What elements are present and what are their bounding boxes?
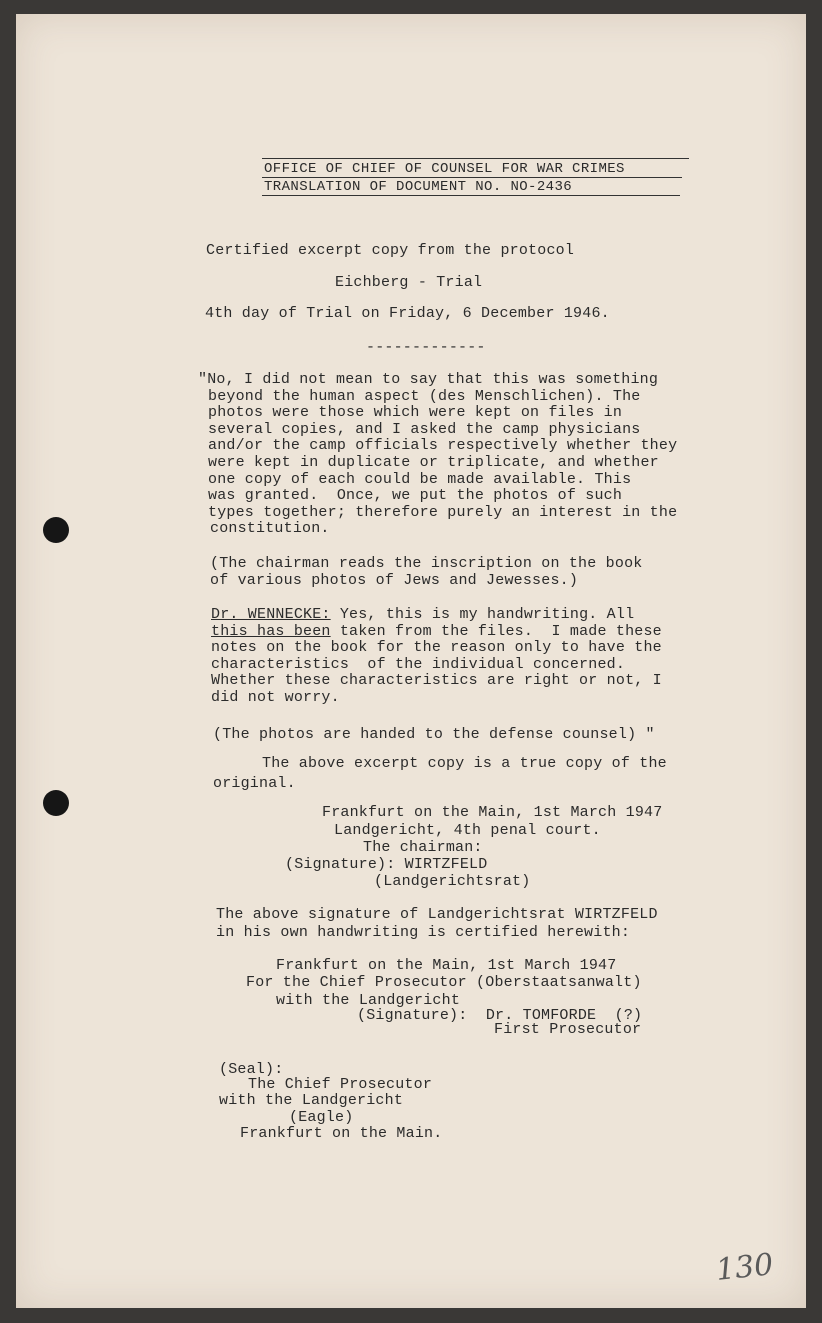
header-line-1: OFFICE OF CHIEF OF COUNSEL FOR WAR CRIMES — [264, 161, 625, 177]
title-line-2: Eichberg - Trial — [335, 274, 483, 291]
text-line: of various photos of Jews and Jewesses.) — [210, 571, 579, 589]
text-line: and/or the camp officials respectively whether they — [208, 437, 678, 455]
text-line: beyond the human aspect (des Menschlichen). The — [208, 387, 641, 405]
paragraph-testimony — [198, 372, 677, 538]
cert2-title: First Prosecutor — [494, 1021, 642, 1038]
cert1-court: Landgericht, 4th penal court. — [334, 822, 601, 839]
cert2-court: with the Landgericht — [276, 992, 461, 1009]
cert2-signature: (Signature): Dr. TOMFORDE (?) — [357, 1007, 643, 1024]
separator: ------------- — [366, 339, 486, 356]
text-line: types together; therefore purely an interest in the — [208, 503, 678, 521]
seal-line-3: with the Landgericht — [219, 1092, 404, 1109]
paragraph-photos-handed: (The photos are handed to the defense counsel) " — [213, 726, 655, 743]
seal-label: (Seal): — [219, 1061, 284, 1078]
header-rule-top — [262, 158, 689, 159]
signature-certification-line-2: in his own handwriting is certified herewith: — [216, 924, 631, 941]
certification-line-2: original. — [213, 775, 296, 792]
text-line: notes on the book for the reason only to have the — [211, 639, 662, 657]
text-line: constitution. — [210, 520, 330, 538]
seal-line-5: Frankfurt on the Main. — [240, 1125, 443, 1142]
text-line: this has been taken from the files. I made these — [211, 622, 662, 640]
header-rule-bottom — [262, 195, 680, 196]
punch-hole — [43, 790, 69, 816]
text-line: did not worry. — [211, 688, 340, 706]
seal-line-4: (Eagle) — [289, 1109, 354, 1126]
header-line-2: TRANSLATION OF DOCUMENT NO. NO-2436 — [264, 179, 573, 195]
certification-line-1: The above excerpt copy is a true copy of the — [262, 755, 667, 772]
text-line: "No, I did not mean to say that this was something — [198, 371, 659, 388]
header-rule-mid — [262, 177, 682, 178]
cert1-place-date: Frankfurt on the Main, 1st March 1947 — [322, 804, 663, 821]
cert1-signature: (Signature): WIRTZFELD — [285, 856, 488, 873]
speaker-name: Dr. WENNECKE: — [211, 606, 331, 623]
signature-certification-line-1: The above signature of Landgerichtsrat WIRTZFELD — [216, 906, 658, 923]
text-line: characteristics of the individual concerned. — [211, 655, 626, 673]
cert1-role: The chairman: — [363, 839, 483, 856]
title-line-3: 4th day of Trial on Friday, 6 December 1946. — [205, 305, 610, 322]
punch-hole — [43, 517, 69, 543]
text-line: were kept in duplicate or triplicate, and whether — [208, 453, 659, 471]
cert2-place-date: Frankfurt on the Main, 1st March 1947 — [276, 957, 617, 974]
page-number: 130 — [714, 1247, 775, 1288]
underlined-text: this has been — [211, 622, 331, 640]
text-line: Whether these characteristics are right or not, I — [211, 672, 662, 690]
cert2-prosecutor: For the Chief Prosecutor (Oberstaatsanwalt) — [246, 974, 642, 991]
title-line-1: Certified excerpt copy from the protocol — [206, 242, 575, 259]
paragraph-chairman — [210, 556, 642, 589]
cert1-title: (Landgerichtsrat) — [374, 873, 531, 890]
text-line: photos were those which were kept on files in — [208, 404, 623, 422]
text-line: was granted. Once, we put the photos of such — [208, 487, 623, 505]
seal-line-2: The Chief Prosecutor — [248, 1076, 433, 1093]
text-line: one copy of each could be made available. This — [208, 470, 632, 488]
text-line: several copies, and I asked the camp physicians — [208, 420, 641, 438]
text-line: Dr. WENNECKE: Yes, this is my handwriting. All — [211, 606, 635, 623]
text-line: (The chairman reads the inscription on the book — [210, 555, 643, 572]
paragraph-wennecke — [211, 607, 662, 707]
